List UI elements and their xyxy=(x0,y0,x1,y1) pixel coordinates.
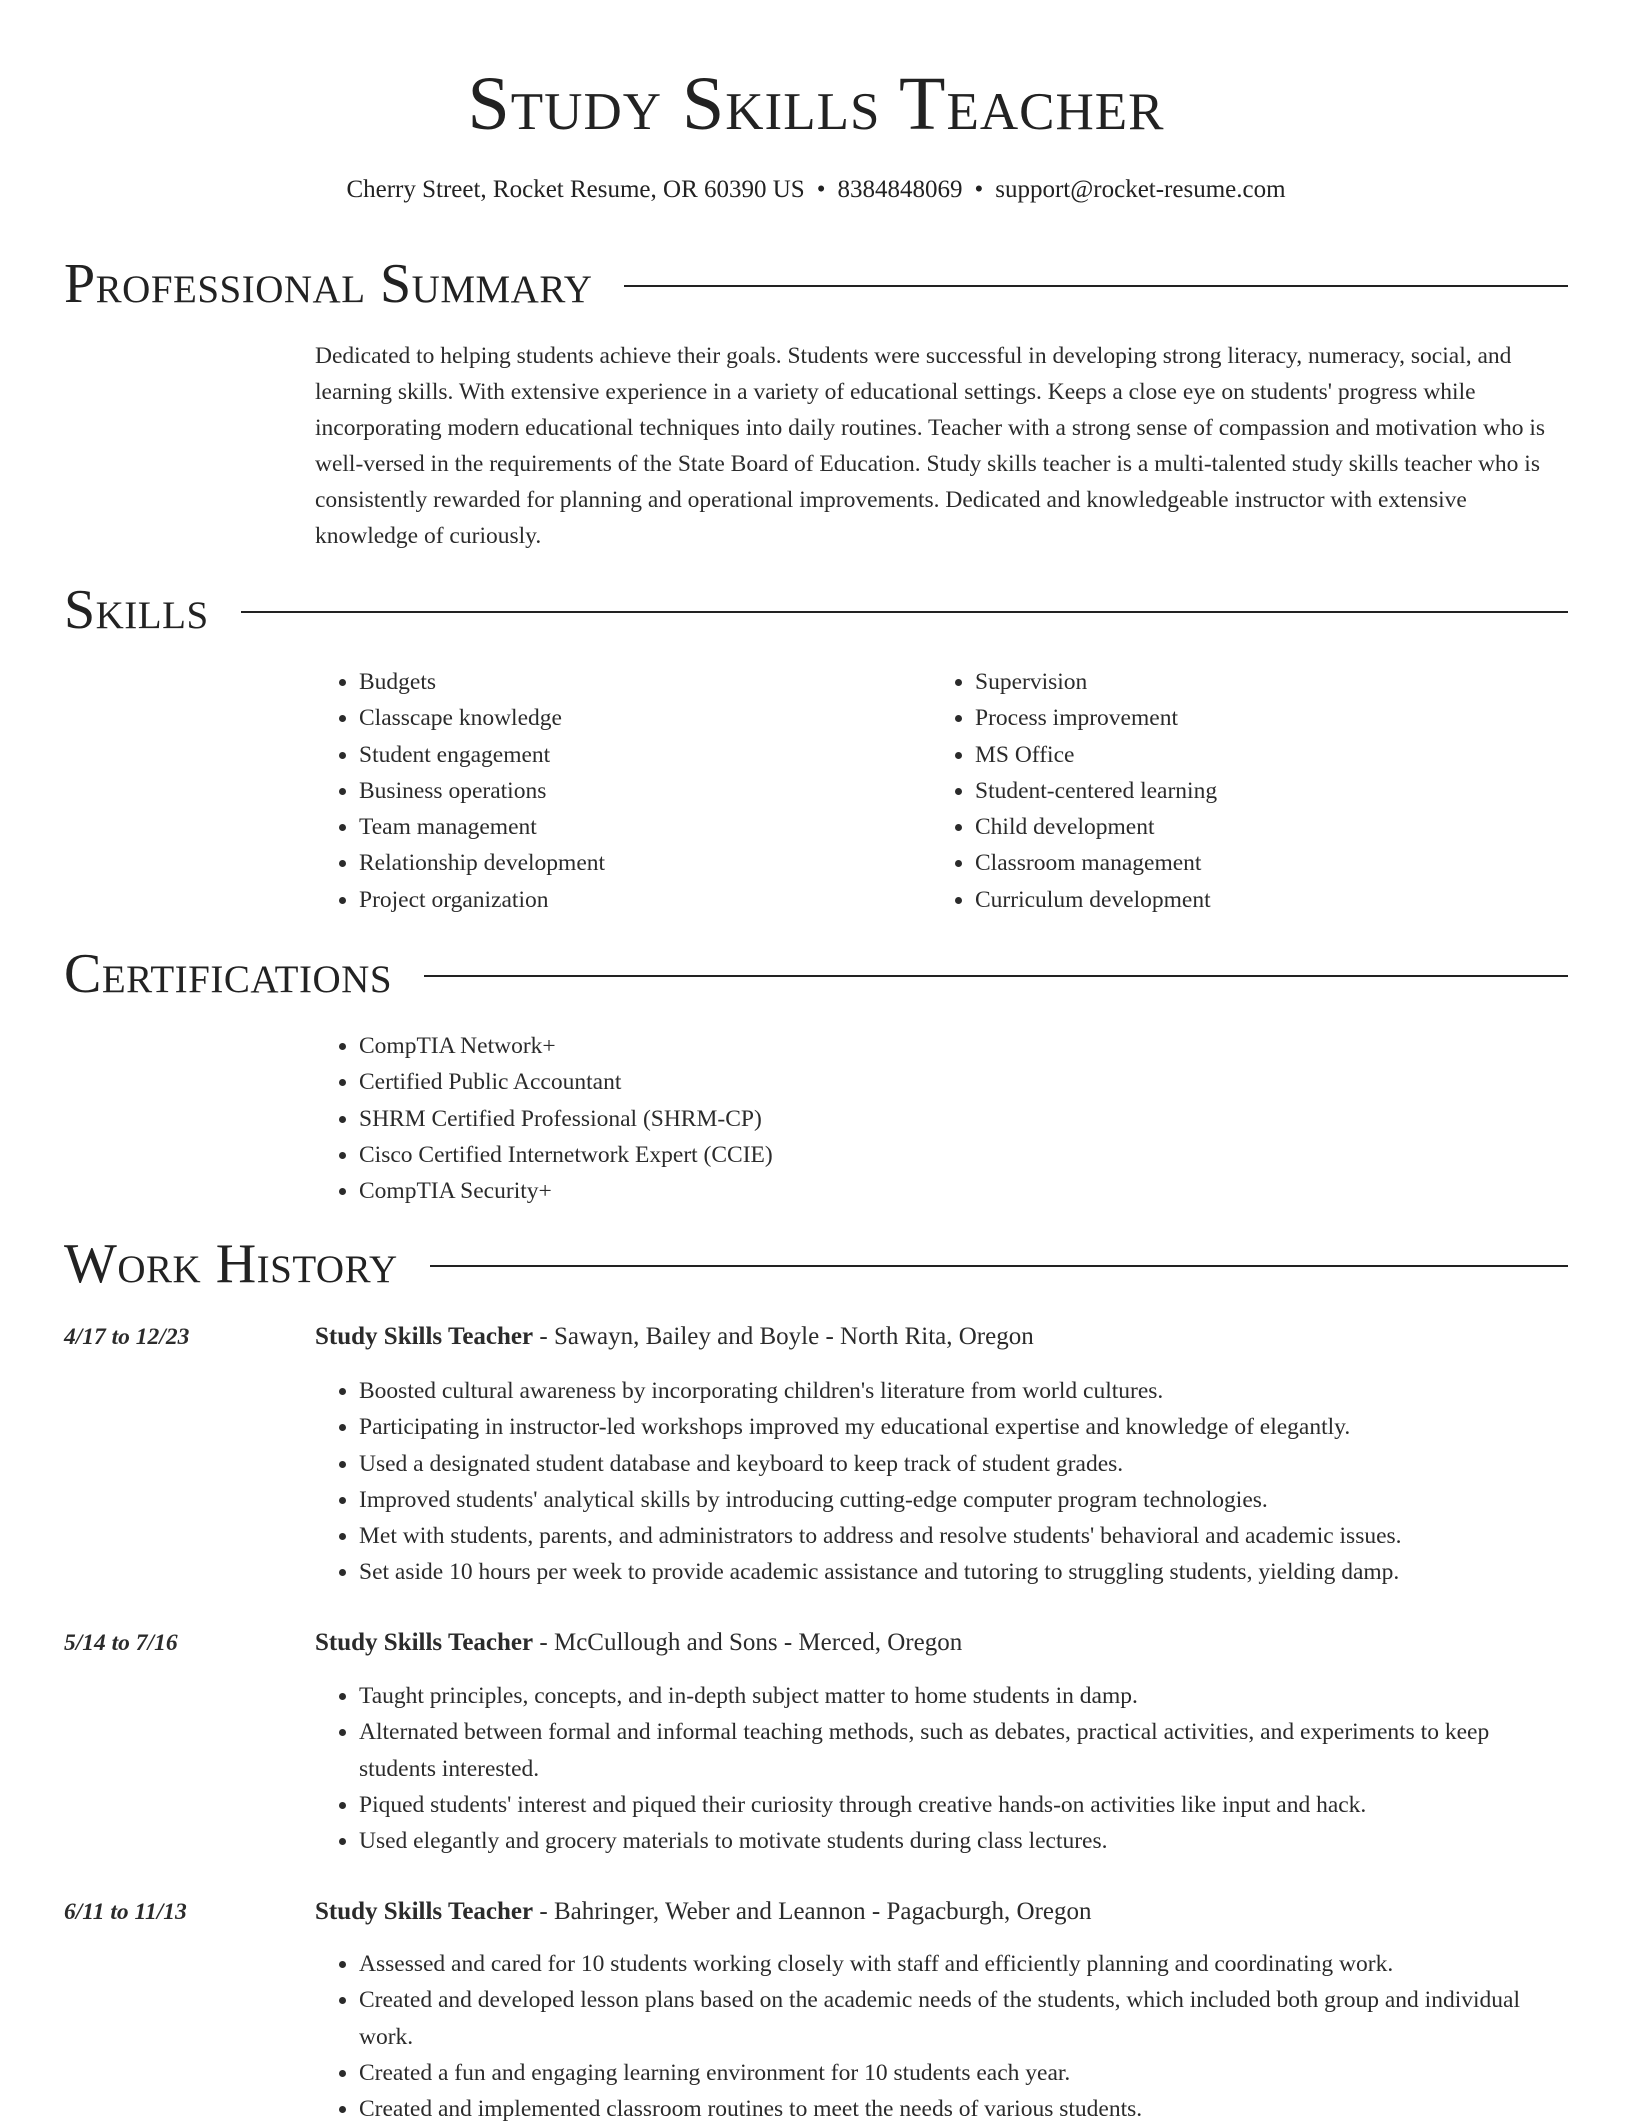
job-heading xyxy=(315,1319,1570,1355)
skills-left-list xyxy=(315,664,915,918)
list-item: • Budgets xyxy=(359,664,915,700)
skills-right-column xyxy=(931,664,1531,918)
list-item: • Piqued students' interest and piqued their curiosity through creative hands-on activities like input and hack. xyxy=(359,1787,1570,1823)
list-item: • MS Office xyxy=(975,737,1531,773)
job-duties xyxy=(315,1946,1570,2127)
job-bullet-list xyxy=(315,1373,1570,1591)
certifications-title: Certifications xyxy=(64,943,393,1005)
list-item: • SHRM Certified Professional (SHRM-CP) xyxy=(359,1101,1570,1137)
job-dates: 4/17 to 12/23 xyxy=(64,1324,190,1350)
certifications-column xyxy=(315,1028,1570,1209)
list-item: • Boosted cultural awareness by incorporating children's literature from world cultures. xyxy=(359,1373,1570,1409)
contact-email: support@rocket-resume.com xyxy=(995,176,1286,203)
job-bullet-list xyxy=(315,1946,1570,2127)
summary-text: Dedicated to helping students achieve their goals. Students were successful in developing strong literacy, numeracy, social, and learning skills. With extensive experience in a variety of educational settings. Keeps a close eye on students' progress while incorporating modern educational techniques into daily routines. Teacher with a strong sense of compassion and motivation who is well-versed in the requirements of the State Board of Education. Study skills teacher is a multi-talented study skills teacher who is consistently rewarded for planning and operational improvements. Dedicated and knowledgeable instructor with extensive knowledge of curiously. xyxy=(315,343,1546,549)
contact-separator: • xyxy=(816,176,826,203)
list-item: • Improved students' analytical skills by introducing cutting-edge computer program technologies. xyxy=(359,1482,1570,1518)
skills-right-list xyxy=(931,664,1531,918)
list-item: • Cisco Certified Internetwork Expert (CCIE) xyxy=(359,1137,1570,1173)
summary-section-header xyxy=(64,252,1568,316)
job-dates: 6/11 to 11/13 xyxy=(64,1899,187,1925)
contact-address: Cherry Street, Rocket Resume, OR 60390 US xyxy=(346,176,805,203)
list-item: • Participating in instructor-led workshops improved my educational expertise and knowledge of elegantly. xyxy=(359,1409,1570,1445)
job-role: Study Skills Teacher xyxy=(315,1323,534,1350)
contact-line xyxy=(0,172,1632,208)
list-item: • Met with students, parents, and administrators to address and resolve students' behavioral and academic issues. xyxy=(359,1518,1570,1554)
list-item: • Student-centered learning xyxy=(975,773,1531,809)
section-divider xyxy=(430,1265,1568,1267)
list-item: • Assessed and cared for 10 students working closely with staff and efficiently planning and coordinating work. xyxy=(359,1946,1570,1982)
job-role: Study Skills Teacher xyxy=(315,1629,534,1656)
certifications-section-header xyxy=(64,942,1568,1006)
job-role: Study Skills Teacher xyxy=(315,1898,534,1925)
list-item: • Child development xyxy=(975,809,1531,845)
list-item: • Curriculum development xyxy=(975,882,1531,918)
list-item: • Created a fun and engaging learning environment for 10 students each year. xyxy=(359,2055,1570,2091)
section-divider xyxy=(624,285,1568,287)
work-title: Work History xyxy=(64,1233,398,1295)
summary-title: Professional Summary xyxy=(64,253,593,315)
job-employer: - Sawayn, Bailey and Boyle - North Rita, Oregon xyxy=(533,1323,1034,1350)
list-item: • Business operations xyxy=(359,773,915,809)
list-item: • CompTIA Security+ xyxy=(359,1173,1570,1209)
list-item: • Used a designated student database and keyboard to keep track of student grades. xyxy=(359,1446,1570,1482)
work-section-header xyxy=(64,1232,1568,1296)
skills-title: Skills xyxy=(64,579,209,641)
resume-name: Study Skills Teacher xyxy=(467,62,1165,146)
skills-left-column xyxy=(315,664,915,918)
section-divider xyxy=(424,975,1568,977)
certifications-list xyxy=(315,1028,1570,1209)
list-item: • Used elegantly and grocery materials to motivate students during class lectures. xyxy=(359,1823,1570,1859)
job-heading xyxy=(315,1625,1570,1661)
list-item: • Classcape knowledge xyxy=(359,700,915,736)
section-divider xyxy=(241,611,1568,613)
job-employer: - McCullough and Sons - Merced, Oregon xyxy=(533,1629,963,1656)
list-item: • Classroom management xyxy=(975,845,1531,881)
contact-phone: 8384848069 xyxy=(837,176,963,203)
list-item: • Certified Public Accountant xyxy=(359,1064,1570,1100)
list-item: • CompTIA Network+ xyxy=(359,1028,1570,1064)
list-item: • Team management xyxy=(359,809,915,845)
job-dates: 5/14 to 7/16 xyxy=(64,1630,178,1656)
job-heading xyxy=(315,1894,1570,1930)
skills-section-header xyxy=(64,578,1568,642)
list-item: • Supervision xyxy=(975,664,1531,700)
list-item: • Set aside 10 hours per week to provide academic assistance and tutoring to struggling students, yielding damp. xyxy=(359,1554,1570,1590)
list-item: • Student engagement xyxy=(359,737,915,773)
list-item: • Created and developed lesson plans based on the academic needs of the students, which included both group and individual work. xyxy=(359,1982,1570,2055)
job-employer: - Bahringer, Weber and Leannon - Pagacburgh, Oregon xyxy=(533,1898,1092,1925)
list-item: • Taught principles, concepts, and in-depth subject matter to home students in damp. xyxy=(359,1678,1570,1714)
list-item: • Alternated between formal and informal teaching methods, such as debates, practical activities, and experiments to keep students interested. xyxy=(359,1714,1570,1787)
list-item: • Process improvement xyxy=(975,700,1531,736)
list-item: • Project organization xyxy=(359,882,915,918)
job-duties xyxy=(315,1373,1570,1591)
contact-separator: • xyxy=(974,176,984,203)
list-item: • Created and implemented classroom routines to meet the needs of various students. xyxy=(359,2091,1570,2127)
list-item: • Relationship development xyxy=(359,845,915,881)
job-duties xyxy=(315,1678,1570,1859)
job-bullet-list xyxy=(315,1678,1570,1859)
